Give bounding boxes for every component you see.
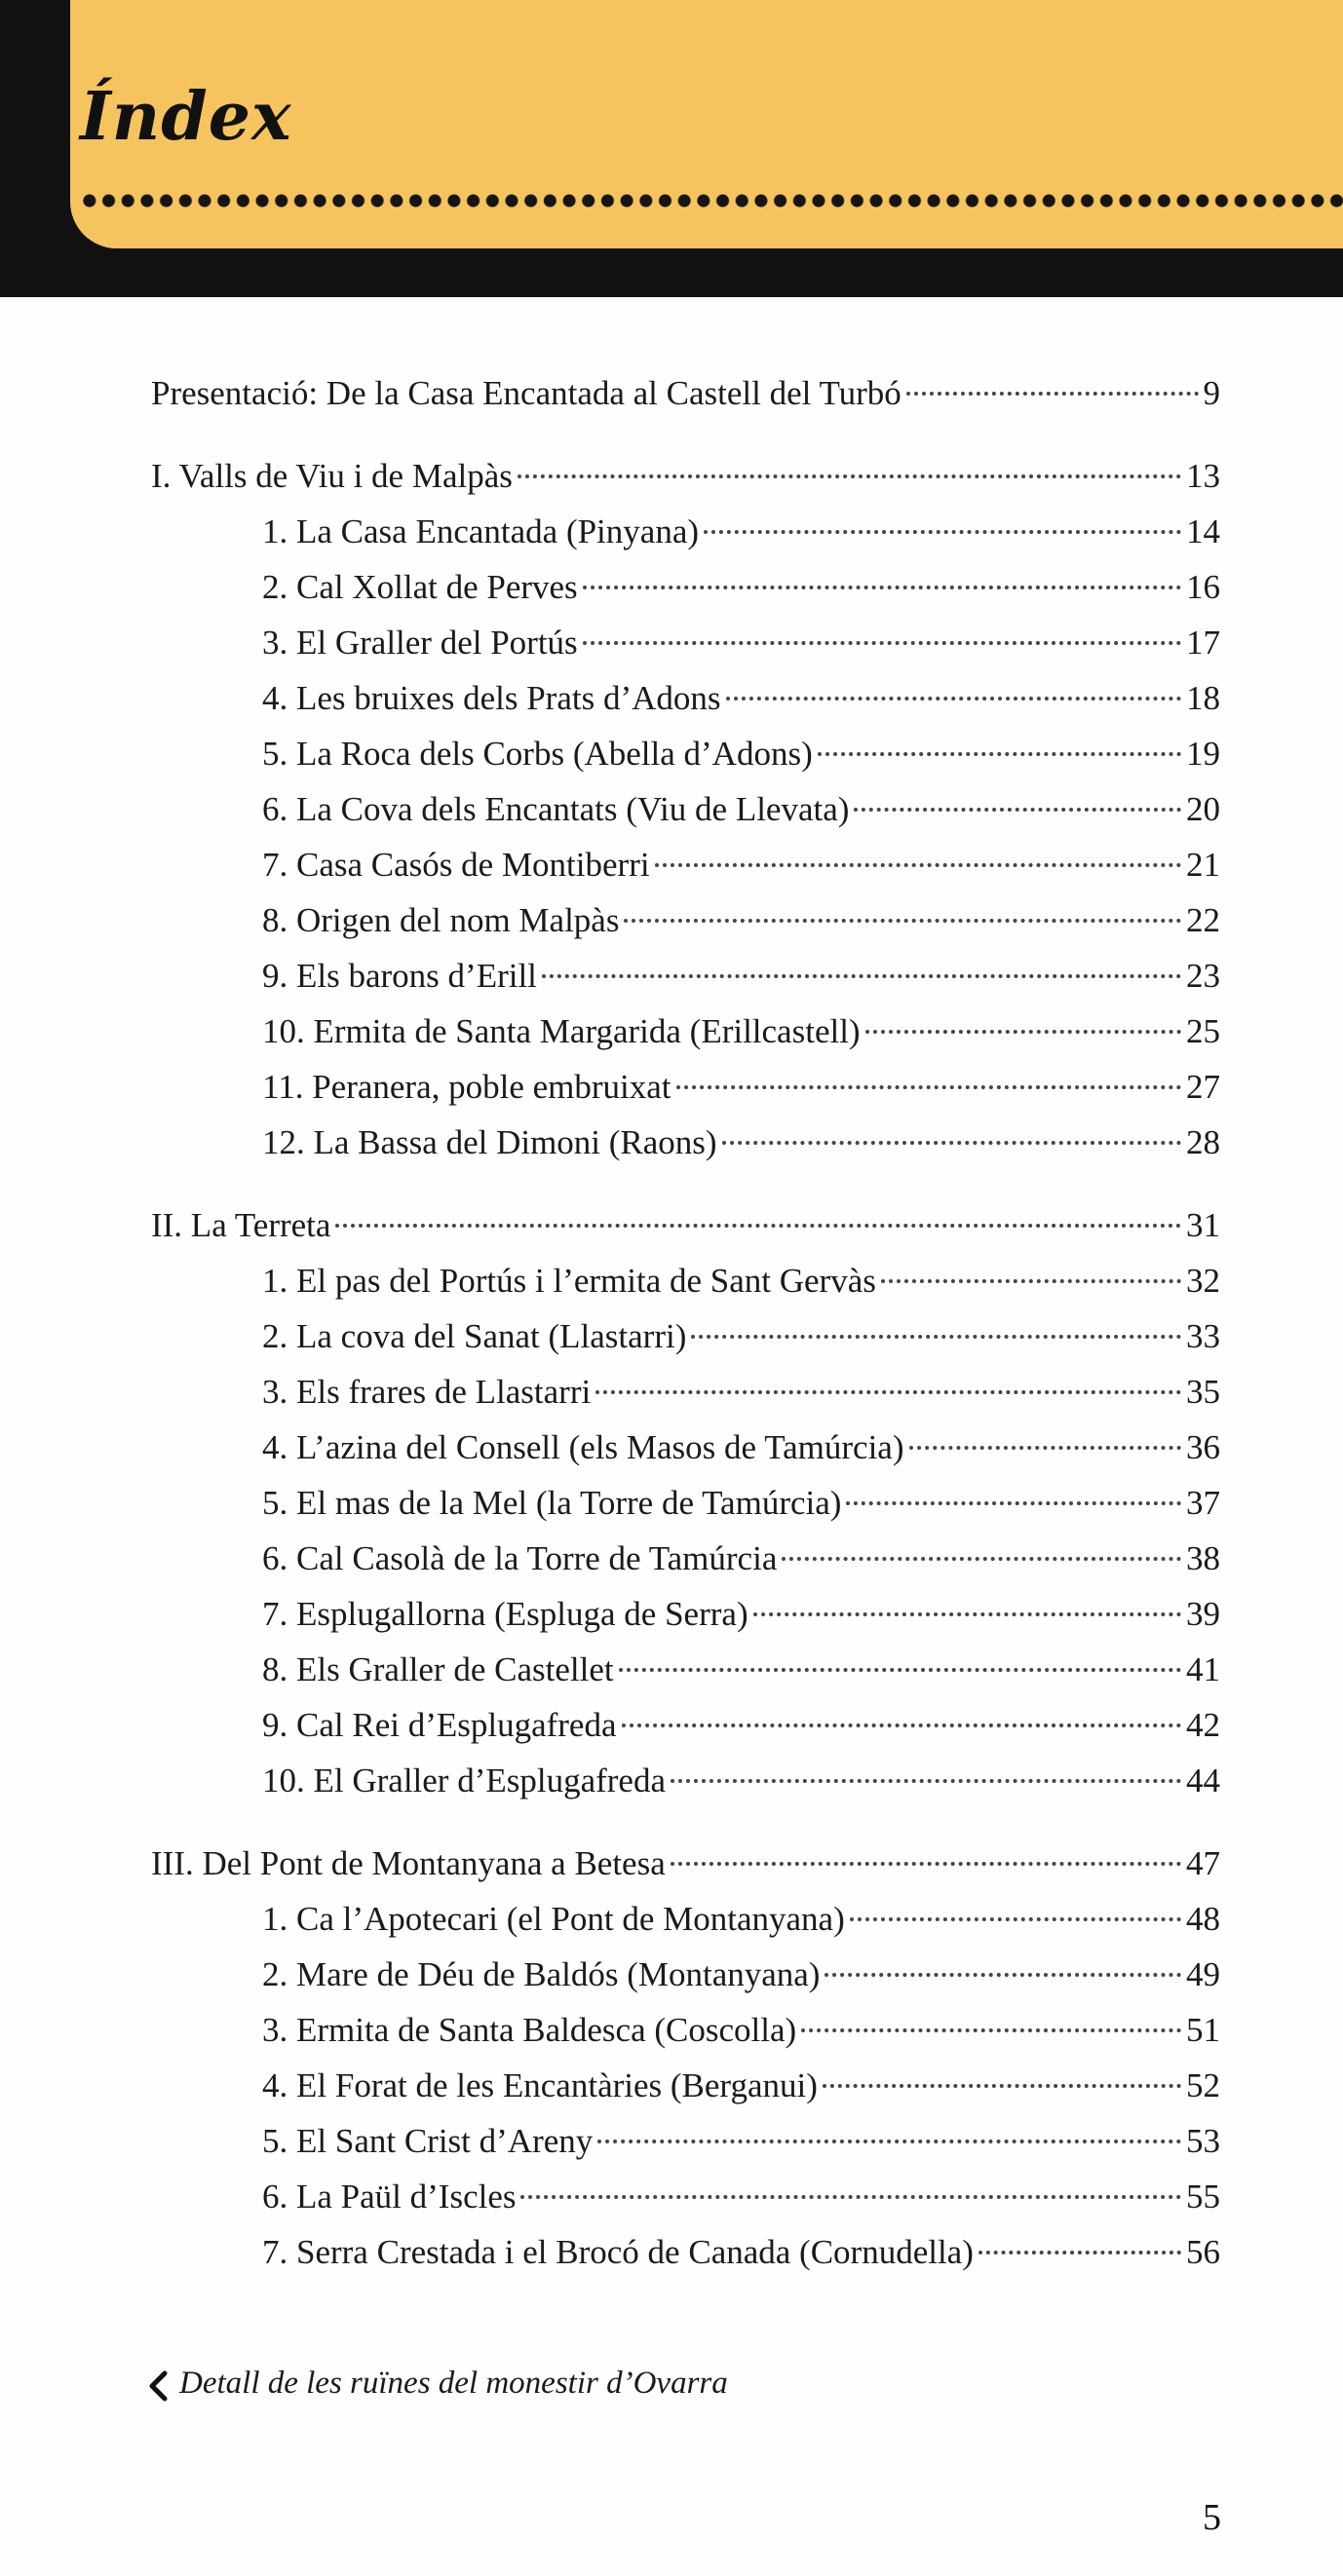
toc-entry[interactable] [151,1642,1220,1697]
toc-entry-label: 1. La Casa Encantada (Pinyana) [262,512,700,550]
toc-entry-page: 55 [1186,2178,1220,2216]
toc-entry-page: 39 [1186,1595,1220,1633]
toc-entry[interactable] [151,1753,1220,1808]
toc-entry[interactable] [151,1586,1220,1642]
toc-entry-label: 6. La Paül d’Iscles [262,2178,517,2216]
toc-entry-page: 19 [1186,735,1220,773]
toc-entry[interactable] [151,781,1220,837]
dot-leader [583,641,1181,645]
toc-entry-page: 20 [1186,790,1220,828]
toc-entry-label: 4. L’azina del Consell (els Masos de Tamúrcia) [262,1428,904,1466]
dot-leader [518,474,1181,478]
toc-entry-label: 12. La Bassa del Dimoni (Raons) [262,1123,717,1161]
toc-entry-page: 56 [1186,2233,1220,2271]
caption-text: Detall de les ruïnes del monestir d’Ovarra [179,2366,728,2401]
dot-leader [595,1390,1181,1394]
toc-entry[interactable] [151,1947,1220,2002]
toc-entry[interactable] [151,1531,1220,1586]
toc-entry-label: 6. Cal Casolà de la Torre de Tamúrcia [262,1539,778,1577]
dot-leader [704,530,1181,534]
toc-entry-label: 6. La Cova dels Encantats (Viu de Llevata) [262,790,850,828]
dot-leader [865,1030,1181,1034]
toc-entry[interactable] [151,670,1220,726]
toc-entry-label: 7. Esplugallorna (Espluga de Serra) [262,1595,748,1633]
dot-leader [597,2140,1181,2143]
dot-leader [854,808,1181,812]
dot-leader [846,1501,1181,1505]
dot-leader [619,1668,1181,1672]
toc-entry-page: 31 [1186,1206,1220,1244]
toc-entry-label: 11. Peranera, poble embruixat [262,1068,672,1106]
dot-leader [726,697,1181,701]
toc-entry-page: 9 [1203,374,1220,412]
dot-leader [906,392,1199,396]
toc-entry[interactable] [151,1004,1220,1059]
dot-leader [825,1973,1181,1977]
toc-chapter[interactable] [151,448,1220,504]
toc-entry-label: 3. Ermita de Santa Baldesca (Coscolla) [262,2011,797,2049]
toc-entry[interactable] [151,1420,1220,1475]
dotted-rule [80,189,1343,212]
toc-entry-page: 48 [1186,1900,1220,1938]
toc-section [151,1197,1220,1808]
toc-entry[interactable] [151,948,1220,1004]
toc-entry[interactable] [151,837,1220,892]
toc-entry-page: 35 [1186,1373,1220,1411]
toc-entry-page: 32 [1186,1262,1220,1300]
toc-entry-label: 9. Cal Rei d’Esplugafreda [262,1706,617,1744]
dot-leader [978,2251,1181,2254]
toc-entry-label: 9. Els barons d’Erill [262,957,537,995]
dot-leader [671,1779,1181,1783]
photo-caption [146,2366,728,2402]
toc-entry-label: 8. Els Graller de Castellet [262,1650,614,1688]
toc-entry-page: 53 [1186,2122,1220,2160]
toc-entry-label: 1. Ca l’Apotecari (el Pont de Montanyana) [262,1900,845,1938]
toc-entry-page: 16 [1186,568,1220,606]
toc-chapter[interactable] [151,1836,1220,1891]
toc-entry-label: 5. El mas de la Mel (la Torre de Tamúrcia) [262,1484,842,1522]
table-of-contents [151,365,1220,2307]
dot-leader [801,2028,1181,2032]
toc-entry[interactable] [151,2113,1220,2169]
toc-entry-label: 2. Mare de Déu de Baldós (Montanyana) [262,1955,821,1993]
toc-entry-label: 4. El Forat de les Encantàries (Berganui) [262,2066,818,2104]
toc-entry[interactable] [151,1475,1220,1531]
toc-entry-page: 49 [1186,1955,1220,1993]
dot-leader [671,1862,1181,1866]
toc-entry[interactable] [151,1059,1220,1115]
toc-entry-label: 1. El pas del Portús i l’ermita de Sant Gervàs [262,1262,876,1300]
toc-entry[interactable] [151,1891,1220,1947]
toc-entry-page: 47 [1186,1844,1220,1882]
dot-leader [818,752,1181,756]
toc-entry[interactable] [151,1253,1220,1308]
toc-entry-label: 10. Ermita de Santa Margarida (Erillcastell) [262,1012,861,1050]
toc-entry[interactable] [151,2224,1220,2280]
toc-entry-label: 10. El Graller d’Esplugafreda [262,1762,667,1799]
dot-leader [335,1224,1181,1228]
dot-leader [676,1085,1181,1089]
toc-chapter[interactable] [151,365,1220,421]
toc-entry-page: 33 [1186,1317,1220,1355]
toc-entry[interactable] [151,2058,1220,2113]
toc-entry-label: 5. La Roca dels Corbs (Abella d’Adons) [262,735,813,773]
dot-leader [850,1917,1181,1921]
toc-entry[interactable] [151,615,1220,670]
dot-leader [909,1446,1182,1450]
toc-entry-label: 2. La cova del Sanat (Llastarri) [262,1317,687,1355]
dot-leader [622,1724,1181,1727]
toc-section [151,1836,1220,2280]
toc-entry-label: Presentació: De la Casa Encantada al Castell del Turbó [151,374,902,412]
toc-entry-page: 23 [1186,957,1220,995]
toc-entry-page: 13 [1186,457,1220,495]
dot-leader [655,863,1181,867]
dot-leader [583,586,1181,589]
dot-leader [691,1335,1181,1339]
chevron-left-icon [146,2369,170,2403]
toc-entry[interactable] [151,504,1220,559]
toc-entry[interactable] [151,2002,1220,2058]
toc-entry[interactable] [151,2169,1220,2224]
dot-leader [624,919,1181,923]
toc-entry-label: 3. Els frares de Llastarri [262,1373,592,1411]
toc-entry-page: 37 [1186,1484,1220,1522]
toc-entry-label: 3. El Graller del Portús [262,624,578,662]
toc-chapter[interactable] [151,1197,1220,1253]
dot-leader [722,1141,1181,1145]
toc-entry-page: 44 [1186,1762,1220,1799]
toc-entry-page: 17 [1186,624,1220,662]
page-title: Índex [80,78,292,156]
toc-entry[interactable] [151,559,1220,615]
dot-leader [823,2084,1181,2088]
toc-entry-page: 36 [1186,1428,1220,1466]
toc-entry-label: I. Valls de Viu i de Malpàs [151,457,513,495]
toc-entry-page: 42 [1186,1706,1220,1744]
toc-entry[interactable] [151,1697,1220,1753]
toc-entry-page: 21 [1186,846,1220,884]
toc-entry-page: 52 [1186,2066,1220,2104]
toc-entry-label: 7. Casa Casós de Montiberri [262,846,650,884]
toc-entry-label: 8. Origen del nom Malpàs [262,901,620,939]
toc-entry-page: 14 [1186,512,1220,550]
toc-entry-label: III. Del Pont de Montanyana a Betesa [151,1844,666,1882]
toc-section [151,365,1220,421]
toc-entry-label: 5. El Sant Crist d’Areny [262,2122,594,2160]
dot-leader [782,1557,1181,1561]
toc-entry-page: 51 [1186,2011,1220,2049]
toc-entry-page: 27 [1186,1068,1220,1106]
toc-entry-page: 41 [1186,1650,1220,1688]
toc-entry[interactable] [151,1364,1220,1420]
dot-leader [753,1612,1181,1616]
toc-entry-label: 4. Les bruixes dels Prats d’Adons [262,679,721,717]
toc-section [151,448,1220,1170]
dot-leader [881,1279,1181,1283]
toc-entry-label: 7. Serra Crestada i el Brocó de Canada (Cornudella) [262,2233,974,2271]
toc-entry[interactable] [151,892,1220,948]
toc-entry[interactable] [151,726,1220,781]
dot-leader [520,2195,1181,2199]
toc-entry-page: 38 [1186,1539,1220,1577]
toc-entry[interactable] [151,1115,1220,1170]
toc-entry-page: 18 [1186,679,1220,717]
toc-entry-page: 25 [1186,1012,1220,1050]
toc-entry[interactable] [151,1308,1220,1364]
toc-entry-page: 22 [1186,901,1220,939]
dot-leader [542,974,1181,978]
page-number: 5 [1203,2497,1221,2538]
toc-entry-label: II. La Terreta [151,1206,331,1244]
toc-entry-label: 2. Cal Xollat de Perves [262,568,578,606]
toc-entry-page: 28 [1186,1123,1220,1161]
